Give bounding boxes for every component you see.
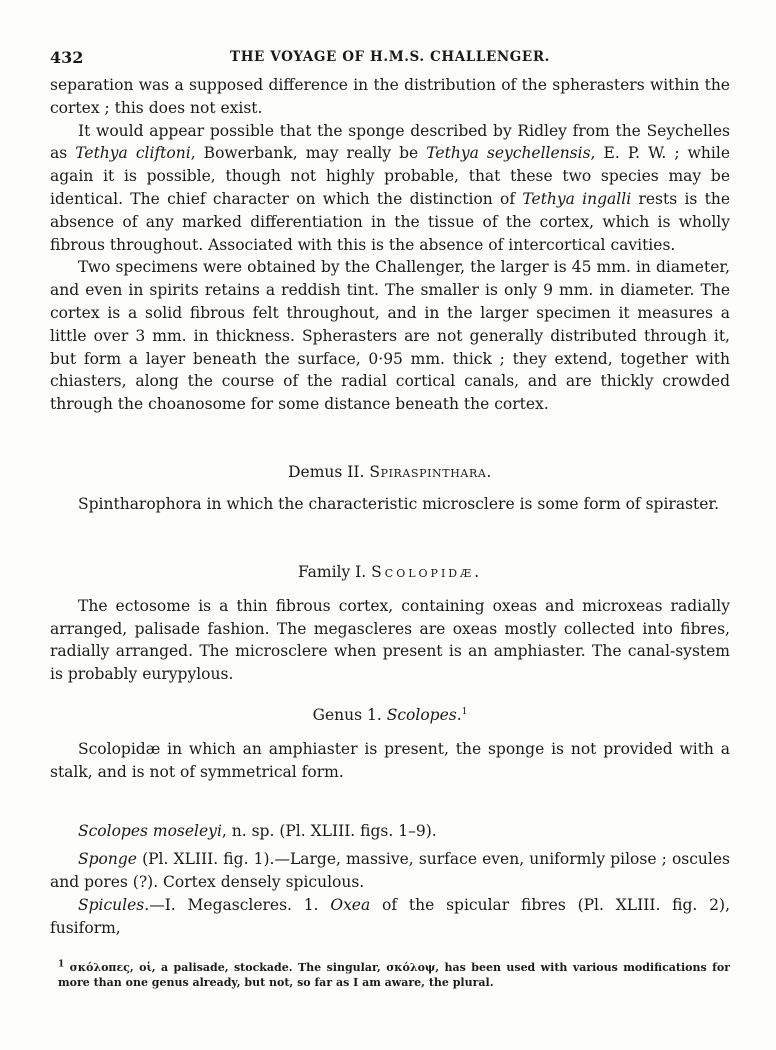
species-name: Scolopes moseleyi bbox=[78, 821, 222, 840]
family-heading: Family I. Scolopidæ. bbox=[297, 562, 483, 581]
taxon-tethya-cliftoni: Tethya cliftoni bbox=[75, 144, 191, 163]
page-body bbox=[50, 48, 730, 940]
species-heading: Scolopes moseleyi, n. sp. (Pl. XLIII. figs. 1–9). bbox=[78, 821, 437, 840]
demus-heading: Demus II. Spiraspinthara. bbox=[288, 462, 492, 481]
footnote-ref: 1 bbox=[461, 706, 468, 717]
paragraph-specimens: Two specimens were obtained by the Challenger, the larger is 45 mm. in diameter, and even in spirits retains a reddish tint. The smaller is only 9 mm. in diameter. The cortex is a solid fibrous felt throughout, and in the larger specimen it measures a little over 3 mm. in thickness. Spherasters are not generally distributed through it, but form a layer beneath the surface, 0·95 mm. thick ; they extend, together with chiasters, along the course of the radial cortical canals, and are thickly crowded through the choanosome for some distance beneath the cortex. bbox=[50, 258, 730, 414]
paragraph-tethya-cliftoni: It would appear possible that the sponge described by Ridley from the Seychelles as Tethya cliftoni, Bowerbank, may really be Tethya seychellensis, E. P. W. ; while again it is possible, though not highly probable, that these two species may be identical. The chief character on which the distinction of Tethya ingalli rests is the absence of any marked differentiation in the tissue of the cortex, which is wholly fibrous throughout. Associated with this is the absence of intercortical cavities. bbox=[50, 121, 731, 254]
running-head bbox=[50, 48, 730, 74]
family-definition: The ectosome is a thin fibrous cortex, containing oxeas and microxeas radially arranged, palisade fashion. The megascleres are oxeas mostly collected into fibres, radially arranged. The microsclere when present is an amphiaster. The canal-system is probably eurypylous. bbox=[50, 596, 730, 684]
demus-definition: Spintharophora in which the characteristic microsclere is some form of spiraster. bbox=[78, 494, 720, 513]
sponge-description: Sponge (Pl. XLIII. fig. 1).—Large, massive, surface even, uniformly pilose ; oscules and pores (?). Cortex densely spiculous. bbox=[50, 850, 730, 892]
paragraph-continuation: separation was a supposed difference in the distribution of the spherasters within the cortex ; this does not exist. bbox=[50, 76, 730, 117]
genus-definition: Scolopidæ in which an amphiaster is present, the sponge is not provided with a stalk, and is not of symmetrical form. bbox=[50, 739, 730, 781]
taxon-tethya-seychellensis: Tethya seychellensis bbox=[426, 144, 591, 163]
running-title: THE VOYAGE OF H.M.S. CHALLENGER. bbox=[230, 49, 550, 65]
footnote-text: σκόλοπες, οἱ, a palisade, stockade. The singular, σκόλοψ, has been used with various modifications for more than one genus already, but not, so far as I am aware, the plural. bbox=[58, 961, 730, 989]
footnote bbox=[58, 960, 730, 990]
genus-heading: Genus 1. Scolopes.$^1$ bbox=[312, 705, 468, 724]
spicules-description: Spicules.—I. Megascleres. 1. Oxea of the spicular fibres (Pl. XLIII. fig. 2), fusiform, bbox=[50, 895, 730, 937]
page-number: 432 bbox=[50, 48, 84, 67]
taxon-tethya-ingalli: Tethya ingalli bbox=[522, 189, 632, 208]
footnote-marker: 1 bbox=[58, 959, 65, 970]
